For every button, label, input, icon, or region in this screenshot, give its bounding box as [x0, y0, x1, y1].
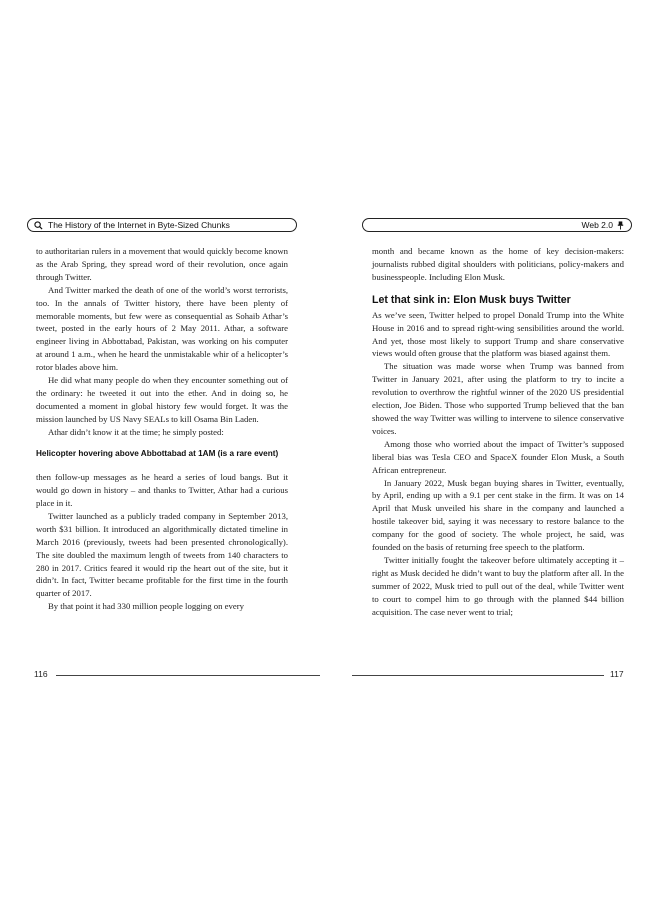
right-running-head: [362, 218, 632, 232]
left-running-head-title: The History of the Internet in Byte-Sized Chunks: [48, 220, 230, 230]
body-paragraph: to authoritarian rulers in a movement that would quickly become known as the Arab Spring, they spread word of their revolution, once again through Twitter.: [36, 246, 288, 282]
body-paragraph: month and became known as the home of key decision-makers: journalists rubbed digital shoulders with politicians, policy-makers and businesspeople. Including Elon Musk.: [372, 246, 624, 282]
body-paragraph: Among those who worried about the impact of Twitter’s supposed liberal bias was Tesla CEO and SpaceX founder Elon Musk, a South African entrepreneur.: [372, 438, 624, 475]
left-running-head: [27, 218, 297, 232]
left-footer-rule: [56, 675, 320, 676]
body-paragraph: And Twitter marked the death of one of the world’s worst terrorists, too. In the annals of Twitter history, there have been plenty of memorable moments, but few were as consequential as Sohaib Athar’s tweet, posted in the early hours of 2 May 2011. Athar, a software engineer living in Abbottabad, Pakistan, was working on his computer at around 1 a.m., when he heard the unmistakable whir of a helicopter’s rotor blades above him.: [36, 284, 288, 373]
pin-icon: [617, 221, 624, 230]
body-paragraph: By that point it had 330 million people logging on every: [48, 601, 244, 612]
right-page-body: [372, 245, 624, 618]
body-paragraph: Twitter initially fought the takeover before ultimately accepting it – right as Musk decided he didn’t want to buy the platform after all. In the summer of 2022, Musk tried to pull out of the deal, while Twitter went to court to compel him to go through with the planned $44 billion acquisition. The case never went to trial;: [372, 554, 624, 617]
right-page-number: 117: [610, 669, 624, 679]
body-paragraph: Athar didn’t know it at the time; he simply posted:: [48, 426, 224, 437]
body-paragraph: As we’ve seen, Twitter helped to propel Donald Trump into the White House in 2016 and to spread right-wing sensibilities around the world. And yet, those most likely to support Trump and share conservative views would often grouse that the platform was biased against them.: [372, 309, 624, 359]
body-paragraph: Twitter launched as a publicly traded company in September 2013, worth $31 billion. It introduced an algorithmically dictated timeline in March 2016 (previously, tweets had been presented chronologically). The site doubled the maximum length of tweets from 140 characters to 280 in 2017. Critics feared it would rip the heart out of the site, but it didn’t. In fact, Twitter became profitable for the first time in the fourth quarter of 2017.: [36, 510, 288, 599]
body-paragraph: The situation was made worse when Trump was banned from Twitter in January 2021, after using the platform to try to incite a revolution to overthrow the rightful winner of the 2020 US presidential election, Joe Biden. Those who supported Trump believed that the ban showed the way Twitter was willing to intervene to silence conservative voices.: [372, 361, 624, 436]
section-heading: Let that sink in: Elon Musk buys Twitter: [372, 293, 571, 306]
body-paragraph: He did what many people do when they encounter something out of the ordinary: he tweeted it out into the ether. And in doing so, he documented a moment in global history few would forget. It was the mission launched by US Navy SEALs to kill Osama Bin Laden.: [36, 375, 288, 424]
body-paragraph: In January 2022, Musk began buying shares in Twitter, eventually, by April, ending up with a 9.1 per cent stake in the firm. It was on 14 April that Musk unveiled his share in the company and launched a hostile takeover bid, saying it was necessary to restore balance to the company for the good of society. The whole project, he said, was founded on the basis of returning free speech to the platform.: [372, 477, 624, 553]
right-running-head-title: Web 2.0: [581, 220, 613, 230]
right-footer-rule: [352, 675, 604, 676]
left-page-number: 116: [34, 669, 48, 679]
left-page-body: [36, 245, 288, 613]
search-icon: [34, 221, 43, 230]
tweet-quote: Helicopter hovering above Abbottabad at 1AM (is a rare event): [36, 448, 279, 458]
body-paragraph: then follow-up messages as he heard a series of loud bangs. But it would go down in history – and thanks to Twitter, Athar had a curious place in it.: [36, 472, 288, 508]
